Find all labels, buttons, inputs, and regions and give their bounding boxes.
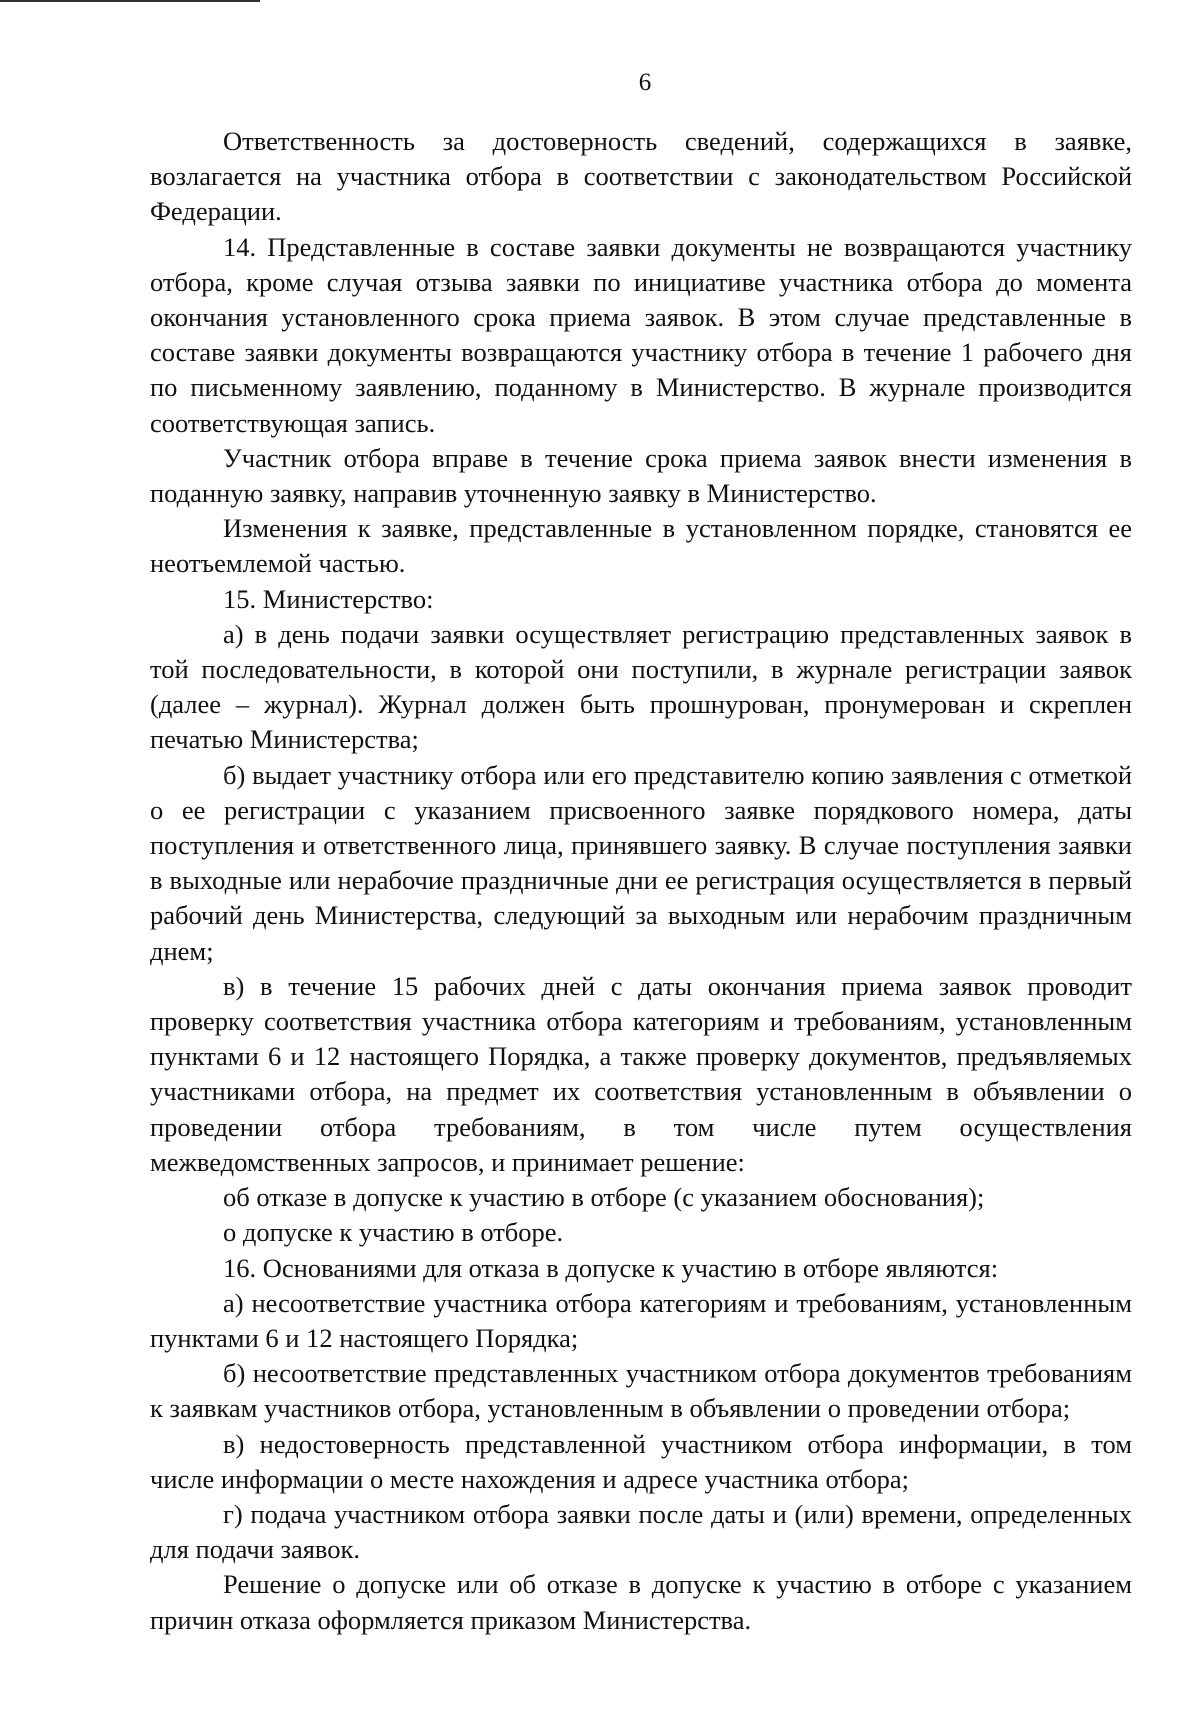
paragraph-item-16-a: а) несоответствие участника отбора категориям и требованиям, установленным пунктами 6 и 12 настоящего Порядка; xyxy=(150,1287,1132,1353)
paragraph-item-15-v: в) в течение 15 рабочих дней с даты окончания приема заявок проводит проверку соответствия участника отбора категориям и требованиям, установленным пунктами 6 и 12 настоящего Порядка, а также проверку документов, предъявляемых участниками отбора, на предмет их соответствия установленным в объявлении о проведении отбора требованиям, в том числе путем осуществления межведомственных запросов, и принимает решение: xyxy=(150,970,1132,1177)
paragraph-decision-refuse: об отказе в допуске к участию в отборе (с указанием обоснования); xyxy=(223,1182,985,1213)
document-body xyxy=(150,124,1132,1638)
paragraph-item-16-b: б) несоответствие представленных участником отбора документов требованиям к заявкам участников отбора, установленным в объявлении о проведении отбора; xyxy=(150,1358,1132,1424)
paragraph-item-16-heading: 16. Основаниями для отказа в допуске к участию в отборе являются: xyxy=(223,1252,999,1283)
paragraph-responsibility: Ответственность за достоверность сведений, содержащихся в заявке, возлагается на участника отбора в соответствии с законодательством Российской Федерации. xyxy=(150,126,1132,227)
page-number: 6 xyxy=(638,69,652,96)
paragraph-item-14: 14. Представленные в составе заявки документы не возвращаются участнику отбора, кроме случая отзыва заявки по инициативе участника отбора до момента окончания установленного срока приема заявок. В этом случае представленные в составе заявки документы возвращаются участнику отбора в течение 1 рабочего дня по письменному заявлению, поданному в Министерство. В журнале производится соответствующая запись. xyxy=(150,231,1132,438)
paragraph-item-16-v: в) недостоверность представленной участником отбора информации, в том числе информации о месте нахождения и адресе участника отбора; xyxy=(150,1428,1132,1494)
scan-edge-line xyxy=(0,0,260,2)
paragraph-item-15-a: а) в день подачи заявки осуществляет регистрацию представленных заявок в той последовательности, в которой они поступили, в журнале регистрации заявок (далее – журнал). Журнал должен быть прошнурован, пронумерован и скреплен печатью Министерства; xyxy=(150,618,1132,755)
paragraph-item-15-heading: 15. Министерство: xyxy=(223,583,434,614)
paragraph-amendments-right: Участник отбора вправе в течение срока приема заявок внести изменения в поданную заявку, направив уточненную заявку в Министерство. xyxy=(150,442,1132,509)
paragraph-decision-order: Решение о допуске или об отказе в допуске к участию в отборе с указанием причин отказа оформляется приказом Министерства. xyxy=(150,1569,1132,1635)
paragraph-item-15-b: б) выдает участнику отбора или его представителю копию заявления с отметкой о ее регистрации с указанием присвоенного заявке порядкового номера, даты поступления и ответственного лица, принявшего заявку. В случае поступления заявки в выходные или нерабочие праздничные дни ее регистрация осуществляется в первый рабочий день Министерства, следующий за выходным или нерабочим праздничным днем; xyxy=(150,759,1132,966)
paragraph-decision-admit: о допуске к участию в отборе. xyxy=(223,1217,564,1248)
paragraph-amendments-part: Изменения к заявке, представленные в установленном порядке, становятся ее неотъемлемой частью. xyxy=(150,513,1132,579)
paragraph-item-16-g: г) подача участником отбора заявки после даты и (или) времени, определенных для подачи заявок. xyxy=(150,1498,1132,1565)
